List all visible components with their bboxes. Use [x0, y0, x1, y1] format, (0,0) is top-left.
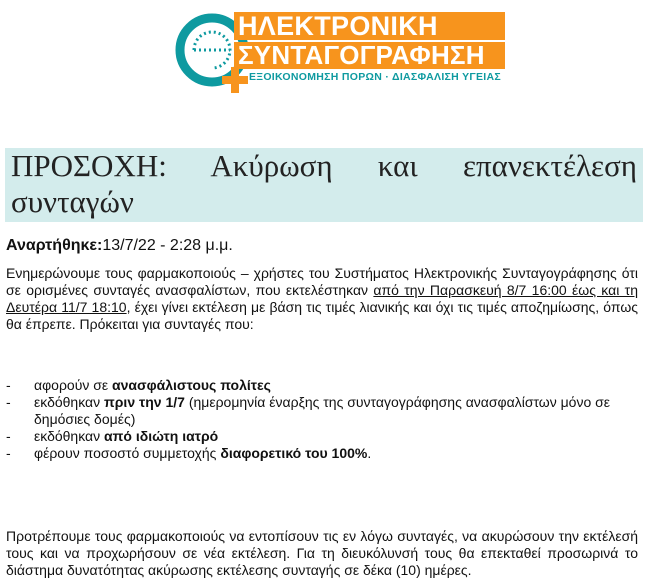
list-item-text: αφορούν σε — [34, 377, 113, 393]
list-item — [6, 428, 638, 445]
posted-label: Αναρτήθηκε: — [6, 237, 103, 254]
page-title: ΠΡΟΣΟΧΗ: Ακύρωση και επανεκτέλεση συνταγών — [11, 148, 637, 219]
list-item-bold: από ιδιώτη ιατρό — [104, 428, 219, 444]
criteria-list — [6, 377, 638, 462]
list-item-bold: διαφορετικό του 100% — [220, 445, 368, 461]
list-item-text: φέρουν ποσοστό συμμετοχής — [34, 445, 221, 461]
list-dash: - — [6, 394, 11, 410]
intro-text: Ενημερώνουμε τους φαρμακοποιούς – χρήστες του Συστήματος Ηλεκτρονικής Συνταγογράφησης ότι σε ορισμένες συνταγές ανασφαλίστων, που εκτελέστηκαν — [6, 265, 638, 298]
list-item — [6, 394, 638, 428]
list-item-text: εκδόθηκαν — [34, 394, 105, 410]
list-item — [6, 377, 638, 394]
logo-wordmark-line2: ΣΥΝΤΑΓΟΓΡΑΦΗΣΗ — [234, 42, 505, 69]
list-item-text-cont: (ημερομηνία έναρξης της συνταγογράφησης ανασφαλίστων μόνο σε δημόσιες δομές) — [34, 394, 611, 427]
logo-wordmark-line1: ΗΛΕΚΤΡΟΝΙΚΗ — [234, 12, 505, 40]
list-item-text: εκδόθηκαν — [34, 428, 105, 444]
closing-paragraph: Προτρέπουμε τους φαρμακοποιούς να εντοπίσουν τις εν λόγω συνταγές, να ακυρώσουν την εκτέλεσή τους και να προχωρήσουν σε νέα εκτέλεση. Για τη διευκόλυνσή τους θα επεκταθεί προσωρινά το διάστημα δυνατότητας ακύρωσης εκτέλεσης συνταγής σε δέκα (10) ημέρες. — [6, 528, 638, 578]
title-banner — [5, 148, 643, 222]
intro-text-cont: , έχει γίνει εκτέλεση με βάση τις τιμές λιανικής και όχι τις τιμές αποζημίωσης, όπως θα έπρεπε. Πρόκειται για συνταγές που: — [6, 299, 639, 332]
list-item — [6, 445, 638, 462]
list-item-text-cont: . — [367, 445, 372, 461]
site-logo — [172, 4, 512, 104]
list-item-bold: πριν την 1/7 — [104, 394, 185, 410]
intro-paragraph — [6, 265, 638, 333]
list-dash: - — [6, 445, 11, 461]
list-item-bold: ανασφάλιστους πολίτες — [112, 377, 271, 393]
list-dash: - — [6, 428, 11, 444]
logo-tagline: ΕΞΟΙΚΟΝΟΜΗΣΗ ΠΟΡΩΝ · ΔΙΑΣΦΑΛΙΣΗ ΥΓΕΙΑΣ — [248, 71, 501, 83]
posted-value: 13/7/22 - 2:28 μ.μ. — [102, 237, 233, 254]
list-dash: - — [6, 377, 11, 393]
posted-date — [6, 236, 233, 256]
intro-date-range: από την Παρασκευή 8/7 16:00 έως και τη Δευτέρα 11/7 18:10 — [6, 282, 638, 315]
